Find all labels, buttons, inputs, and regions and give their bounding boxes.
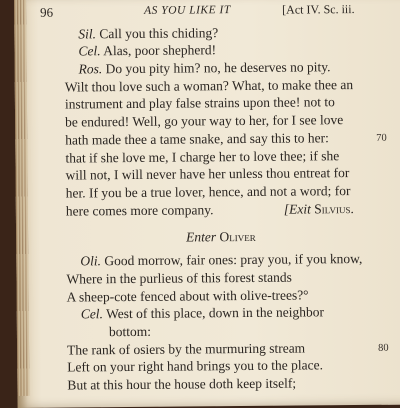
text-line: Wilt thou love such a woman? What, to make thee an [64, 76, 354, 95]
page-number: 96 [40, 4, 54, 20]
text-line: The rank of osiers by the murmuring stream [67, 340, 306, 358]
text-line [78, 43, 216, 58]
running-title: AS YOU LIKE IT [144, 3, 231, 17]
exit-word: [Exit [283, 201, 311, 217]
text-line: will not, I will never have her unless thou entreat for [65, 165, 350, 183]
text-line: But at this hour the house doth keep itself; [67, 375, 297, 393]
speaker-name: Cel. [80, 306, 103, 322]
text-line: hath made thee a tame snake, and say this to her: [65, 130, 329, 148]
text-line: A sheep-cote fenced about with olive-trees?° [66, 286, 309, 305]
text-line: be endured! Well, go your way to her, for I see love [65, 112, 344, 130]
speaker-name: Ros. [78, 61, 103, 77]
line-text: Do you pity him? no, he deserves no pity. [105, 59, 331, 77]
line-text: Call you this chiding? [99, 24, 219, 41]
text-line: Left on your right hand brings you to the place. [67, 357, 324, 375]
enter-word: Enter [186, 229, 217, 245]
enter-character: Oliver [219, 229, 256, 245]
text-line: instrument and play false strains upon thee! not to [64, 94, 335, 112]
text-line [78, 26, 218, 41]
exit-stage-direction [284, 202, 354, 216]
enter-stage-direction [186, 230, 256, 244]
text-line [79, 60, 331, 76]
speaker-name: Sil. [78, 25, 97, 41]
speaker-name: Oli. [80, 253, 102, 269]
line-number: 80 [378, 342, 389, 354]
line-text: Alas, poor shepherd! [103, 42, 217, 59]
speaker-name: Cel. [78, 43, 101, 59]
text-line: her. If you be a true lover, hence, and not a word; for [65, 183, 351, 201]
text-line [81, 306, 324, 322]
text-line: bottom: [108, 323, 152, 340]
page-edge [14, 0, 29, 396]
line-text: West of this place, down in the neighbor [105, 304, 324, 322]
text-line: here comes more company. [65, 202, 214, 219]
text-line: that if she love me, I charge her to love thee; if she [65, 147, 340, 166]
act-scene-label: [Act IV. Sc. iii. [282, 1, 355, 17]
text-line [80, 252, 362, 268]
line-text: Good morrow, fair ones: pray you, if you know, [104, 251, 363, 269]
book-page [14, 0, 400, 408]
exit-character: Silvius. [314, 200, 354, 217]
line-number: 70 [376, 132, 387, 144]
text-line: Where in the purlieus of this forest stands [66, 269, 292, 287]
